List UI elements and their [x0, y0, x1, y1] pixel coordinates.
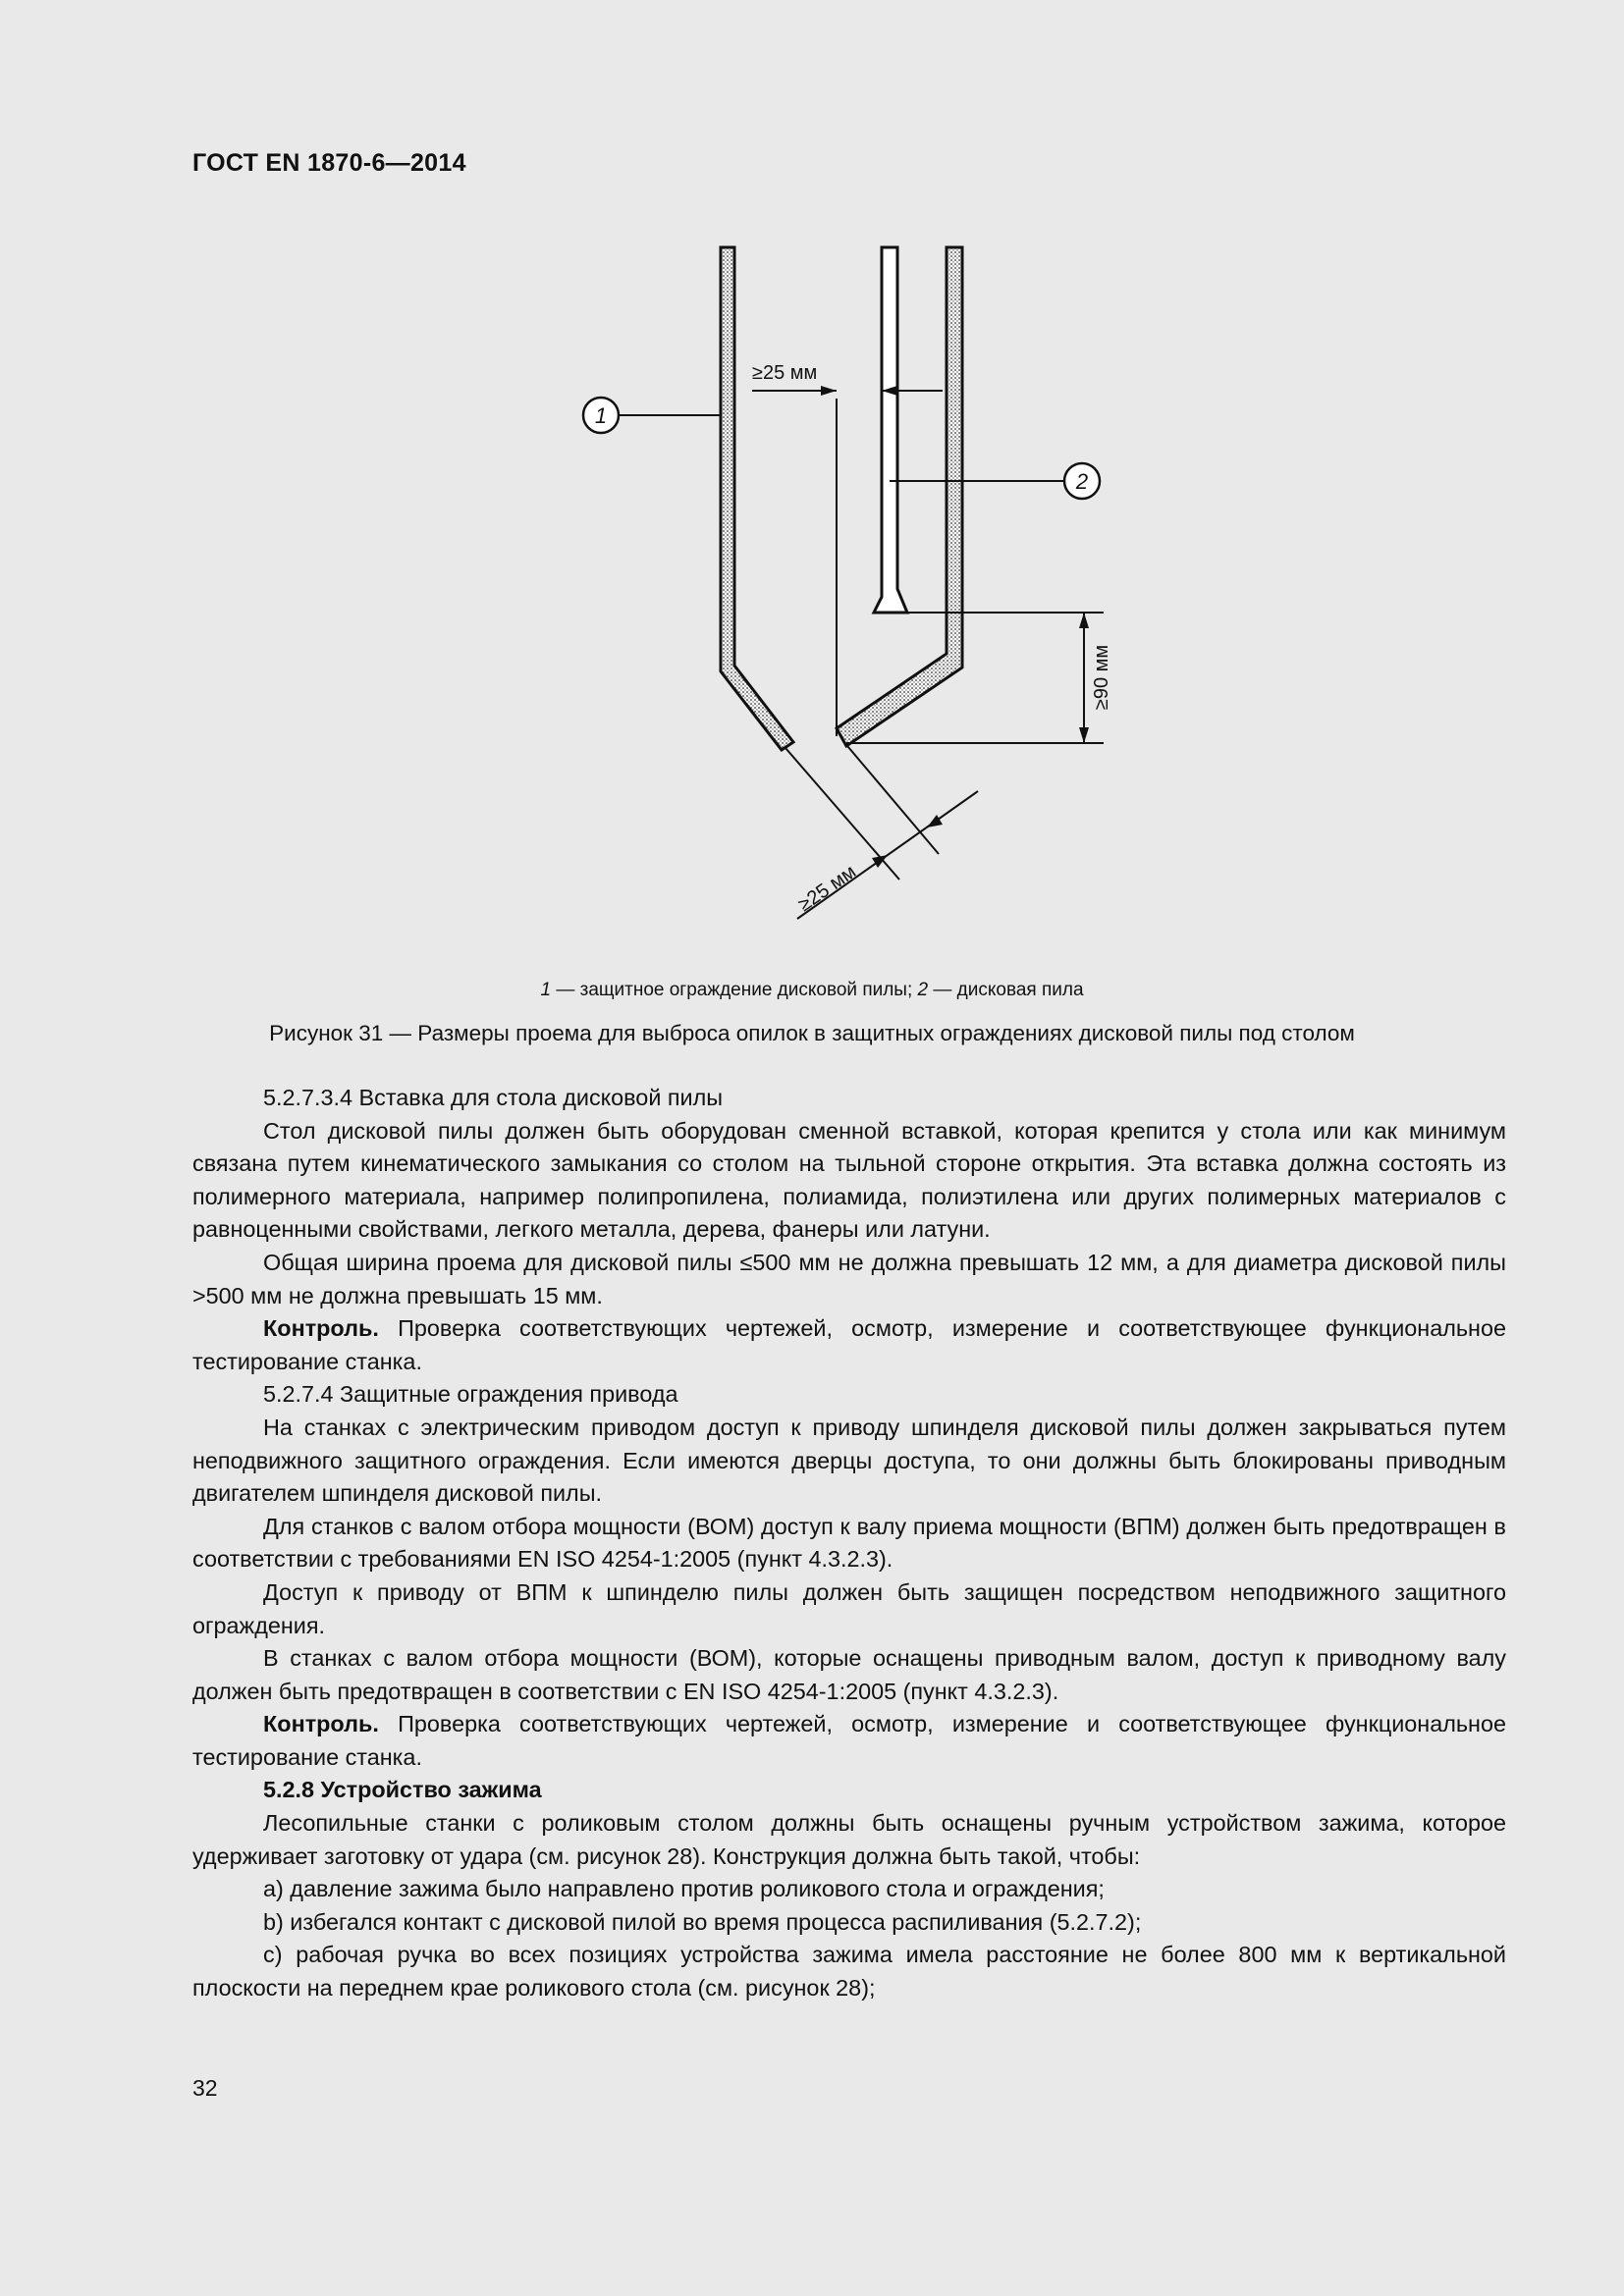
- paragraph: Общая ширина проема для дисковой пилы ≤500 мм не должна превышать 12 мм, а для диаметра дисковой пилы >500 мм не должна превышать 15 мм.: [192, 1249, 1506, 1308]
- section-heading: 5.2.7.3.4 Вставка для стола дисковой пилы: [263, 1085, 724, 1110]
- paragraph: В станках с валом отбора мощности (ВОМ), которые оснащены приводным валом, доступ к приводному валу должен быть предотвращен в соответствии с EN ISO 4254-1:2005 (пункт 4.3.2.3).: [192, 1645, 1506, 1704]
- paragraph: [192, 1312, 1506, 1378]
- control-label: Контроль.: [263, 1711, 379, 1737]
- saw-guard-figure: [550, 236, 1139, 942]
- control-text: Проверка соответствующих чертежей, осмотр, измерение и соответствующее функциональное тестирование станка.: [192, 1315, 1506, 1374]
- control-label: Контроль.: [263, 1315, 379, 1342]
- control-text: Проверка соответствующих чертежей, осмотр, измерение и соответствующее функциональное тестирование станка.: [192, 1711, 1506, 1770]
- section-heading: 5.2.7.4 Защитные ограждения привода: [263, 1381, 678, 1408]
- legend-number-2: 2: [917, 980, 929, 1000]
- paragraph: Доступ к приводу от ВПМ к шпинделю пилы должен быть защищен посредством неподвижного защитного ограждения.: [192, 1578, 1506, 1638]
- saw-blade-shape: [874, 247, 907, 613]
- left-guard-shape: [721, 247, 793, 750]
- dim-bottom-label: ≥25 мм: [794, 861, 861, 917]
- legend-text-2: — дисковая пила: [928, 980, 1084, 1000]
- list-item: с) рабочая ручка во всех позициях устройства зажима имела расстояние не более 800 мм к вертикальной плоскости на переднем крае роликового стола (см. рисунок 28);: [192, 1942, 1506, 2002]
- list-item: а) давление зажима было направлено против роликового стола и ограждения;: [263, 1876, 1105, 1902]
- section-heading: [192, 1774, 1506, 1807]
- body-text: [192, 1082, 1506, 2005]
- figure-legend: [0, 980, 1624, 1001]
- paragraph: Для станков с валом отбора мощности (ВОМ) доступ к валу приема мощности (ВПМ) должен быть предотвращен в соответствии с требованиями EN ISO 4254-1:2005 (пункт 4.3.2.3).: [192, 1513, 1506, 1573]
- paragraph: На станках с электрическим приводом доступ к приводу шпинделя дисковой пилы должен закрываться путем неподвижного защитного ограждения. Если имеются дверцы доступа, то они должны быть блокированы приводным двигателем шпинделя дисковой пилы.: [192, 1414, 1506, 1507]
- paragraph: [192, 1708, 1506, 1774]
- dim-top-label: ≥25 мм: [752, 362, 818, 384]
- dim-right-label: ≥90 мм: [1091, 644, 1112, 711]
- figure-caption: Рисунок 31 — Размеры проема для выброса опилок в защитных ограждениях дисковой пилы под столом: [269, 1021, 1355, 1045]
- paragraph: Лесопильные станки с роликовым столом должны быть оснащены ручным устройством зажима, которое удерживает заготовку от удара (см. рисунок 28). Конструкция должна быть такой, чтобы:: [192, 1810, 1506, 1869]
- callout-1-label: 1: [594, 403, 608, 428]
- legend-text-1: — защитное ограждение дисковой пилы;: [551, 980, 918, 1000]
- callout-2-label: 2: [1075, 469, 1089, 494]
- right-guard-shape: [837, 247, 962, 746]
- page-number: 32: [192, 2075, 218, 2101]
- section-heading-bold: 5.2.8 Устройство зажима: [263, 1777, 542, 1803]
- document-header: ГОСТ EN 1870-6—2014: [192, 149, 466, 177]
- list-item: b) избегался контакт с дисковой пилой во время процесса распиливания (5.2.7.2);: [263, 1908, 1142, 1935]
- paragraph: Стол дисковой пилы должен быть оборудован сменной вставкой, которая крепится у стола или как минимум связана путем кинематического замыкания со столом на тыльной стороне открытия. Эта вставка должна состоять из полимерного материала, например полипропилена, полиамида, полиэтилена или других полимерных материалов с равноценными свойствами, легкого металла, дерева, фанеры или латуни.: [192, 1117, 1506, 1243]
- legend-number-1: 1: [540, 980, 552, 1000]
